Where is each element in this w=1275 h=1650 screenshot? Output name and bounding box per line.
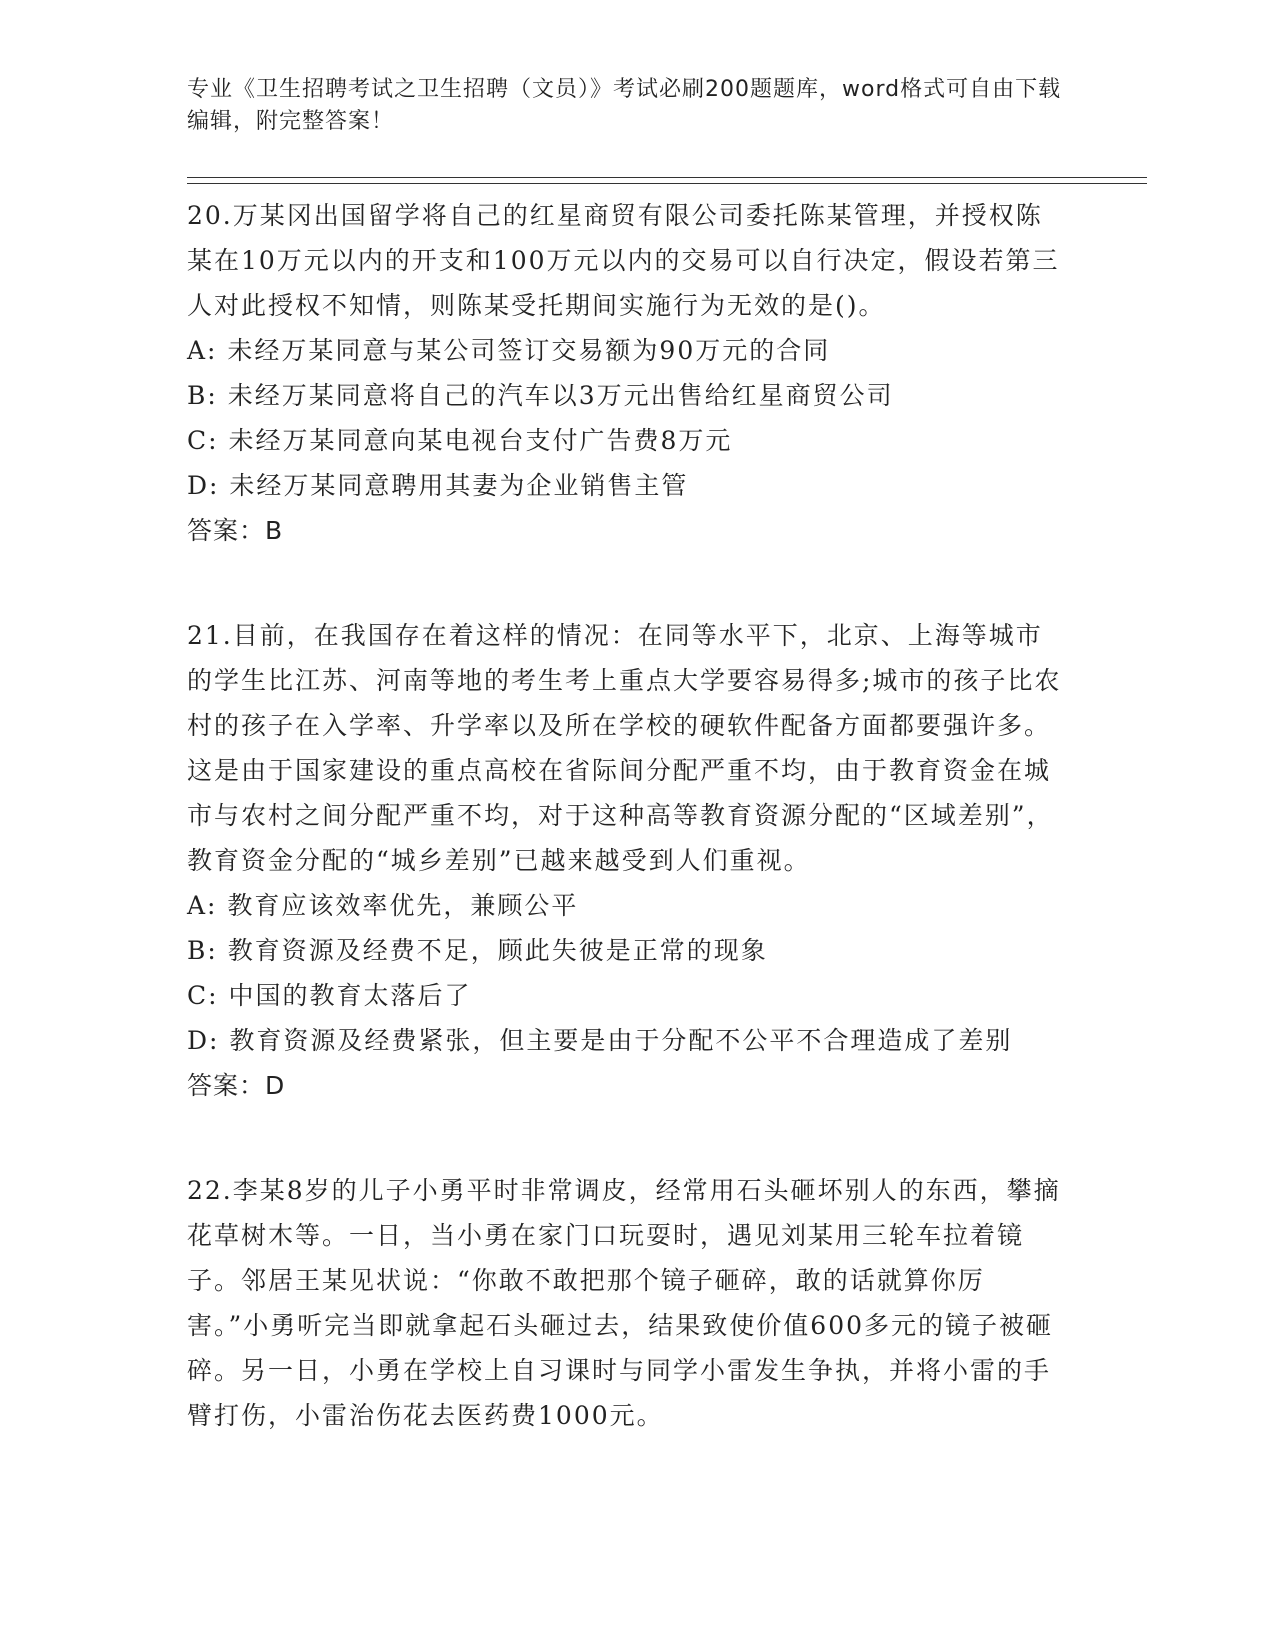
header-divider-bottom <box>187 183 1147 184</box>
option-a: A: 教育应该效率优先，兼顾公平 <box>187 891 579 920</box>
question-list <box>187 193 1067 1498</box>
header-divider-top <box>187 177 1147 178</box>
document-header: 专业《卫生招聘考试之卫生招聘（文员）》考试必刷200题题库，word格式可自由下载编辑，附完整答案！ <box>187 77 1062 134</box>
question-stem: 22.李某8岁的儿子小勇平时非常调皮，经常用石头砸坏别人的东西，攀摘花草树木等。一日，当小勇在家门口玩耍时，遇见刘某用三轮车拉着镜子。邻居王某见状说：“你敢不敢把那个镜子砸碎，敢的话就算你厉害。”小勇听完当即就拿起石头砸过去，结果致使价值600多元的镜子被砸碎。另一日，小勇在学校上自习课时与同学小雷发生争执，并将小雷的手臂打伤，小雷治伤花去医药费1000元。 <box>187 1176 1061 1430</box>
answer-line: 答案：B <box>187 516 284 545</box>
question-22 <box>187 1168 1067 1438</box>
question-21 <box>187 613 1067 1108</box>
option-c: C: 未经万某同意向某电视台支付广告费8万元 <box>187 426 733 455</box>
question-stem: 21.目前，在我国存在着这样的情况：在同等水平下，北京、上海等城市的学生比江苏、河南等地的考生考上重点大学要容易得多;城市的孩子比农村的孩子在入学率、升学率以及所在学校的硬软件配备方面都要强许多。这是由于国家建设的重点高校在省际间分配严重不均，由于教育资金在城市与农村之间分配严重不均，对于这种高等教育资源分配的“区域差别”，教育资金分配的“城乡差别”已越来越受到人们重视。 <box>187 621 1062 875</box>
answer-line: 答案：D <box>187 1071 286 1100</box>
option-c: C: 中国的教育太落后了 <box>187 981 472 1010</box>
option-d: D: 未经万某同意聘用其妻为企业销售主管 <box>187 471 689 500</box>
option-a: A: 未经万某同意与某公司签订交易额为90万元的合同 <box>187 336 831 365</box>
question-20 <box>187 193 1067 553</box>
option-d: D: 教育资源及经费紧张，但主要是由于分配不公平不合理造成了差别 <box>187 1026 1013 1055</box>
option-b: B: 教育资源及经费不足，顾此失彼是正常的现象 <box>187 936 768 965</box>
option-b: B: 未经万某同意将自己的汽车以3万元出售给红星商贸公司 <box>187 381 894 410</box>
question-stem: 20.万某冈出国留学将自己的红星商贸有限公司委托陈某管理，并授权陈某在10万元以内的开支和100万元以内的交易可以自行决定，假设若第三人对此授权不知情，则陈某受托期间实施行为无效的是()。 <box>187 201 1060 320</box>
